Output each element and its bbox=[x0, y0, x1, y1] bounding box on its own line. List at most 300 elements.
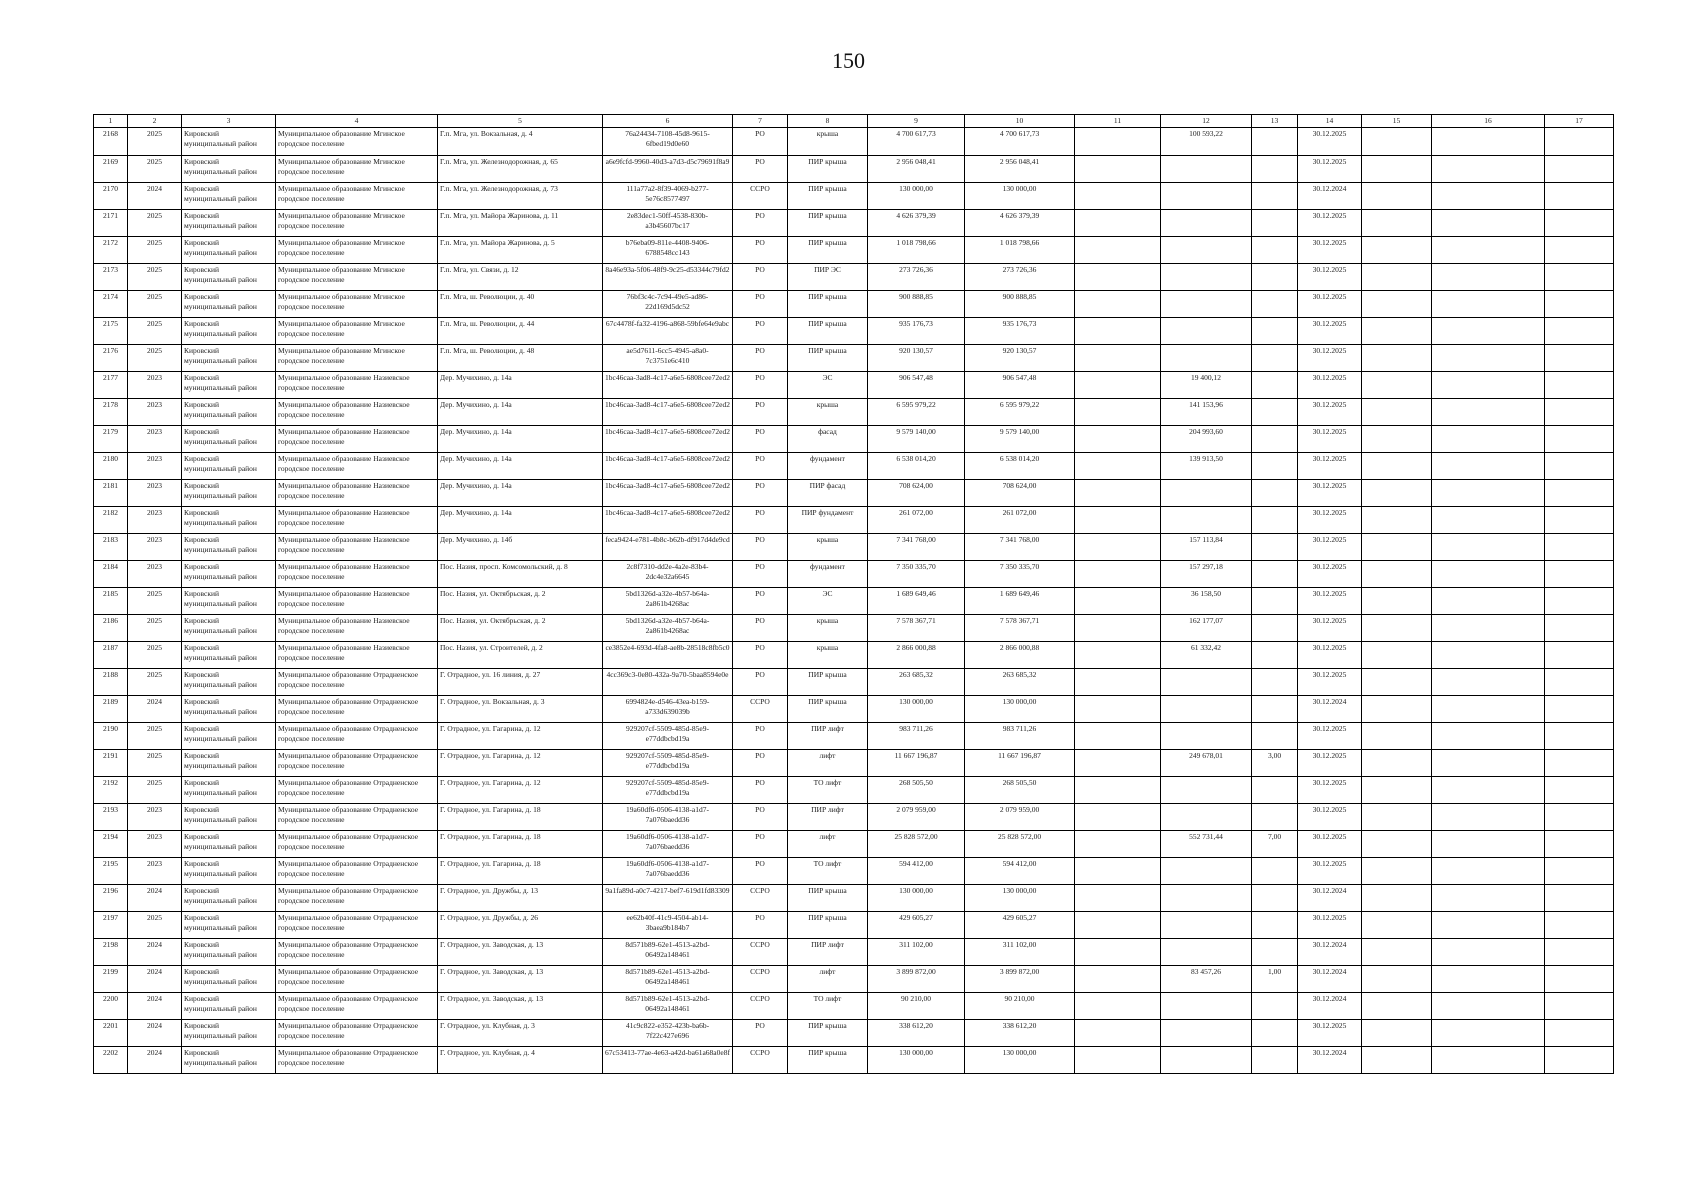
table-cell: 30.12.2024 bbox=[1298, 1047, 1362, 1074]
table-cell: РО bbox=[733, 453, 788, 480]
table-cell: ПИР крыша bbox=[788, 291, 868, 318]
table-cell: Муниципальное образование Отрадненское городское поселение bbox=[276, 1020, 438, 1047]
column-header: 17 bbox=[1545, 115, 1614, 128]
table-cell bbox=[1432, 750, 1545, 777]
table-cell bbox=[1161, 507, 1252, 534]
table-cell: 2194 bbox=[94, 831, 128, 858]
table-cell bbox=[1545, 345, 1614, 372]
table-cell: Г. Отрадное, ул. Заводская, д. 13 bbox=[438, 939, 603, 966]
table-cell: Кировский муниципальный район bbox=[182, 804, 276, 831]
table-cell bbox=[1362, 128, 1432, 156]
table-cell: Дер. Мучихино, д. 14а bbox=[438, 426, 603, 453]
table-cell bbox=[1545, 399, 1614, 426]
table-cell: 900 888,85 bbox=[868, 291, 965, 318]
table-cell bbox=[1362, 318, 1432, 345]
table-cell: 2188 bbox=[94, 669, 128, 696]
table-cell: 2024 bbox=[128, 885, 182, 912]
table-cell: 67c53413-77ae-4e63-a42d-ba61a68a0e8f bbox=[603, 1047, 733, 1074]
table-cell: Муниципальное образование Назиевское городское поселение bbox=[276, 534, 438, 561]
table-row bbox=[94, 831, 1614, 858]
table-row bbox=[94, 588, 1614, 615]
column-header: 3 bbox=[182, 115, 276, 128]
table-cell: 708 624,00 bbox=[868, 480, 965, 507]
table-cell: 311 102,00 bbox=[868, 939, 965, 966]
table-row bbox=[94, 642, 1614, 669]
table-row bbox=[94, 1020, 1614, 1047]
table-cell: ТО лифт bbox=[788, 777, 868, 804]
table-cell bbox=[1252, 642, 1298, 669]
table-cell bbox=[1252, 291, 1298, 318]
table-cell: 2182 bbox=[94, 507, 128, 534]
table-cell: 2023 bbox=[128, 426, 182, 453]
table-cell: Г.п. Мга, ул. Майора Жаринова, д. 11 bbox=[438, 210, 603, 237]
table-cell bbox=[1432, 723, 1545, 750]
table-cell: Г. Отрадное, ул. Гагарина, д. 18 bbox=[438, 858, 603, 885]
table-cell bbox=[1252, 858, 1298, 885]
table-cell: Муниципальное образование Мгинское городское поселение bbox=[276, 318, 438, 345]
table-cell bbox=[1545, 453, 1614, 480]
table-cell: Пос. Назия, ул. Октябрьская, д. 2 bbox=[438, 588, 603, 615]
column-header: 5 bbox=[438, 115, 603, 128]
table-cell: РО bbox=[733, 318, 788, 345]
table-cell: 935 176,73 bbox=[965, 318, 1075, 345]
table-cell bbox=[1362, 399, 1432, 426]
table-cell bbox=[1252, 912, 1298, 939]
table-cell: 2200 bbox=[94, 993, 128, 1020]
table-cell: Муниципальное образование Мгинское городское поселение bbox=[276, 183, 438, 210]
table-cell bbox=[1545, 858, 1614, 885]
table-cell: Муниципальное образование Мгинское городское поселение bbox=[276, 264, 438, 291]
table-cell: 30.12.2025 bbox=[1298, 561, 1362, 588]
table-cell: Муниципальное образование Отрадненское городское поселение bbox=[276, 966, 438, 993]
table-cell bbox=[1362, 696, 1432, 723]
table-cell: Г.п. Мга, ул. Майора Жаринова, д. 5 bbox=[438, 237, 603, 264]
table-cell: 2 079 959,00 bbox=[965, 804, 1075, 831]
table-cell: ПИР фундамент bbox=[788, 507, 868, 534]
column-header: 13 bbox=[1252, 115, 1298, 128]
table-row bbox=[94, 939, 1614, 966]
table-cell: Дер. Мучихино, д. 14а bbox=[438, 399, 603, 426]
table-cell: Муниципальное образование Отрадненское городское поселение bbox=[276, 912, 438, 939]
table-cell: 2179 bbox=[94, 426, 128, 453]
table-cell: 130 000,00 bbox=[965, 885, 1075, 912]
table-cell: 268 505,50 bbox=[868, 777, 965, 804]
table-cell: РО bbox=[733, 480, 788, 507]
table-cell: Кировский муниципальный район bbox=[182, 831, 276, 858]
table-cell bbox=[1362, 588, 1432, 615]
table-cell bbox=[1362, 372, 1432, 399]
table-cell: 2023 bbox=[128, 804, 182, 831]
table-cell: ССРО bbox=[733, 966, 788, 993]
table-cell: ПИР лифт bbox=[788, 723, 868, 750]
table-cell: 2023 bbox=[128, 858, 182, 885]
table-cell bbox=[1545, 588, 1614, 615]
table-cell: 9a1fa89d-a0c7-4217-bef7-619d1fd83309 bbox=[603, 885, 733, 912]
table-cell bbox=[1545, 128, 1614, 156]
table-cell bbox=[1545, 426, 1614, 453]
table-cell: Муниципальное образование Отрадненское городское поселение bbox=[276, 804, 438, 831]
table-cell: 2168 bbox=[94, 128, 128, 156]
table-cell: ПИР крыша bbox=[788, 237, 868, 264]
table-cell: Кировский муниципальный район bbox=[182, 426, 276, 453]
table-cell: Дер. Мучихино, д. 14а bbox=[438, 480, 603, 507]
table-cell: Кировский муниципальный район bbox=[182, 669, 276, 696]
table-cell: 8d571b89-62e1-4513-a2bd-06492a148461 bbox=[603, 993, 733, 1020]
table-row bbox=[94, 993, 1614, 1020]
table-cell: лифт bbox=[788, 750, 868, 777]
table-cell: 30.12.2025 bbox=[1298, 750, 1362, 777]
table-cell: 338 612,20 bbox=[965, 1020, 1075, 1047]
table-cell: Дер. Мучихино, д. 14б bbox=[438, 534, 603, 561]
table-cell: ССРО bbox=[733, 1047, 788, 1074]
table-cell bbox=[1432, 615, 1545, 642]
table-cell: ССРО bbox=[733, 885, 788, 912]
table-row bbox=[94, 750, 1614, 777]
table-cell bbox=[1161, 885, 1252, 912]
table-cell: ce3852e4-693d-4fa8-ae8b-28518c8fb5c0 bbox=[603, 642, 733, 669]
table-cell: 2172 bbox=[94, 237, 128, 264]
table-cell bbox=[1161, 723, 1252, 750]
table-cell bbox=[1362, 480, 1432, 507]
table-cell bbox=[1252, 480, 1298, 507]
table-cell: ПИР крыша bbox=[788, 318, 868, 345]
table-cell: Кировский муниципальный район bbox=[182, 156, 276, 183]
table-cell bbox=[1161, 318, 1252, 345]
table-row bbox=[94, 426, 1614, 453]
table-cell: Кировский муниципальный район bbox=[182, 345, 276, 372]
table-cell: ЭС bbox=[788, 372, 868, 399]
table-cell: крыша bbox=[788, 615, 868, 642]
table-cell bbox=[1161, 669, 1252, 696]
table-cell: a6e9fcfd-9960-40d3-a7d3-d5c79691f8a9 bbox=[603, 156, 733, 183]
table-cell: крыша bbox=[788, 128, 868, 156]
table-cell bbox=[1252, 669, 1298, 696]
table-cell bbox=[1252, 939, 1298, 966]
table-cell bbox=[1545, 669, 1614, 696]
table-cell: 1 018 798,66 bbox=[868, 237, 965, 264]
table-cell: Пос. Назия, ул. Октябрьская, д. 2 bbox=[438, 615, 603, 642]
table-cell bbox=[1252, 183, 1298, 210]
table-cell bbox=[1252, 588, 1298, 615]
table-cell: Г.п. Мга, ул. Связи, д. 12 bbox=[438, 264, 603, 291]
table-cell: 19 400,12 bbox=[1161, 372, 1252, 399]
table-cell: 30.12.2024 bbox=[1298, 696, 1362, 723]
table-cell bbox=[1161, 345, 1252, 372]
table-cell bbox=[1432, 939, 1545, 966]
table-cell: РО bbox=[733, 912, 788, 939]
table-cell bbox=[1362, 939, 1432, 966]
table-cell: Кировский муниципальный район bbox=[182, 318, 276, 345]
table-cell: Г. Отрадное, ул. Клубная, д. 3 bbox=[438, 1020, 603, 1047]
table-cell: Кировский муниципальный район bbox=[182, 966, 276, 993]
table-cell: Муниципальное образование Назиевское городское поселение bbox=[276, 561, 438, 588]
table-cell: 76bf3c4c-7c94-49e5-ad86-22d169d5dc52 bbox=[603, 291, 733, 318]
table-cell: Кировский муниципальный район bbox=[182, 372, 276, 399]
table-cell: 30.12.2025 bbox=[1298, 345, 1362, 372]
table-cell: 2 956 048,41 bbox=[868, 156, 965, 183]
table-cell: 1 689 649,46 bbox=[868, 588, 965, 615]
table-cell: 2 956 048,41 bbox=[965, 156, 1075, 183]
table-row bbox=[94, 453, 1614, 480]
table-cell: 2025 bbox=[128, 723, 182, 750]
table-cell: 3,00 bbox=[1252, 750, 1298, 777]
table-cell: 2175 bbox=[94, 318, 128, 345]
table-cell: 130 000,00 bbox=[868, 1047, 965, 1074]
table-cell: Муниципальное образование Отрадненское городское поселение bbox=[276, 696, 438, 723]
table-cell: 90 210,00 bbox=[868, 993, 965, 1020]
table-cell: Муниципальное образование Отрадненское городское поселение bbox=[276, 831, 438, 858]
table-cell: 30.12.2025 bbox=[1298, 399, 1362, 426]
table-cell: 2024 bbox=[128, 1020, 182, 1047]
table-cell: 2183 bbox=[94, 534, 128, 561]
table-cell bbox=[1075, 372, 1161, 399]
table-cell: ПИР лифт bbox=[788, 939, 868, 966]
table-cell bbox=[1075, 912, 1161, 939]
table-cell: 6 538 014,20 bbox=[868, 453, 965, 480]
table-cell: Кировский муниципальный район bbox=[182, 1020, 276, 1047]
table-cell: 2024 bbox=[128, 183, 182, 210]
table-cell bbox=[1252, 372, 1298, 399]
table-cell: 30.12.2025 bbox=[1298, 291, 1362, 318]
table-cell: 30.12.2025 bbox=[1298, 912, 1362, 939]
table-cell: 30.12.2024 bbox=[1298, 183, 1362, 210]
table-cell: 36 158,50 bbox=[1161, 588, 1252, 615]
table-cell bbox=[1075, 804, 1161, 831]
table-cell: 30.12.2025 bbox=[1298, 480, 1362, 507]
table-cell bbox=[1432, 1020, 1545, 1047]
table-cell: ПИР крыша bbox=[788, 210, 868, 237]
table-cell: 2025 bbox=[128, 291, 182, 318]
table-cell: 920 130,57 bbox=[965, 345, 1075, 372]
table-cell: Кировский муниципальный район bbox=[182, 696, 276, 723]
table-cell bbox=[1075, 669, 1161, 696]
table-cell: 130 000,00 bbox=[868, 885, 965, 912]
table-cell: 429 605,27 bbox=[868, 912, 965, 939]
table-cell: 2189 bbox=[94, 696, 128, 723]
table-cell: 61 332,42 bbox=[1161, 642, 1252, 669]
table-cell bbox=[1075, 264, 1161, 291]
table-cell bbox=[1075, 210, 1161, 237]
table-cell bbox=[1252, 993, 1298, 1020]
table-cell: 30.12.2025 bbox=[1298, 858, 1362, 885]
table-cell bbox=[1075, 939, 1161, 966]
table-cell: 929207cf-5509-485d-85e9-e77ddbcbd19a bbox=[603, 723, 733, 750]
table-cell: 2181 bbox=[94, 480, 128, 507]
table-cell: 111a77a2-8f39-4069-b277-5e76c8577497 bbox=[603, 183, 733, 210]
table-cell: 2177 bbox=[94, 372, 128, 399]
table-cell: 8d571b89-62e1-4513-a2bd-06492a148461 bbox=[603, 939, 733, 966]
table-cell bbox=[1252, 128, 1298, 156]
table-cell: 2025 bbox=[128, 615, 182, 642]
table-cell bbox=[1252, 1047, 1298, 1074]
table-cell: 83 457,26 bbox=[1161, 966, 1252, 993]
table-cell bbox=[1075, 156, 1161, 183]
table-cell: Кировский муниципальный район bbox=[182, 858, 276, 885]
table-cell: 5bd1326d-a32e-4b57-b64a-2a861b4268ac bbox=[603, 588, 733, 615]
table-cell: 19a60df6-0506-4138-a1d7-7a076baedd36 bbox=[603, 804, 733, 831]
table-cell bbox=[1545, 1020, 1614, 1047]
table-cell bbox=[1362, 804, 1432, 831]
table-cell: Муниципальное образование Назиевское городское поселение bbox=[276, 426, 438, 453]
table-cell bbox=[1545, 993, 1614, 1020]
table-cell bbox=[1252, 885, 1298, 912]
table-cell bbox=[1362, 966, 1432, 993]
table-cell: 2202 bbox=[94, 1047, 128, 1074]
table-cell: ПИР крыша bbox=[788, 1020, 868, 1047]
table-cell: 11 667 196,87 bbox=[868, 750, 965, 777]
table-cell: feca9424-e781-4b8c-b62b-df917d4de9cd bbox=[603, 534, 733, 561]
table-cell: 983 711,26 bbox=[965, 723, 1075, 750]
table-cell: 2197 bbox=[94, 912, 128, 939]
table-cell: 19a60df6-0506-4138-a1d7-7a076baedd36 bbox=[603, 831, 733, 858]
table-cell: крыша bbox=[788, 534, 868, 561]
table-cell: 157 297,18 bbox=[1161, 561, 1252, 588]
table-cell bbox=[1161, 696, 1252, 723]
table-cell bbox=[1432, 966, 1545, 993]
table-cell bbox=[1432, 885, 1545, 912]
table-cell: 7 578 367,71 bbox=[965, 615, 1075, 642]
table-cell bbox=[1362, 453, 1432, 480]
table-cell bbox=[1545, 885, 1614, 912]
table-cell: лифт bbox=[788, 966, 868, 993]
table-row bbox=[94, 885, 1614, 912]
table-cell: 2191 bbox=[94, 750, 128, 777]
table-cell: 2023 bbox=[128, 831, 182, 858]
table-cell: 2 079 959,00 bbox=[868, 804, 965, 831]
table-cell: 2025 bbox=[128, 210, 182, 237]
table-cell: ССРО bbox=[733, 993, 788, 1020]
table-cell: Г. Отрадное, ул. Заводская, д. 13 bbox=[438, 993, 603, 1020]
table-cell: крыша bbox=[788, 399, 868, 426]
table-cell: 4cc369c3-0e80-432a-9a70-5baa8594e0e bbox=[603, 669, 733, 696]
table-cell bbox=[1362, 1047, 1432, 1074]
table-cell bbox=[1545, 480, 1614, 507]
table-cell: Г. Отрадное, ул. Гагарина, д. 12 bbox=[438, 777, 603, 804]
table-cell: 2192 bbox=[94, 777, 128, 804]
table-cell: 4 626 379,39 bbox=[868, 210, 965, 237]
table-row bbox=[94, 372, 1614, 399]
table-cell: Кировский муниципальный район bbox=[182, 264, 276, 291]
table-cell: Кировский муниципальный район bbox=[182, 183, 276, 210]
table-cell: Муниципальное образование Мгинское городское поселение bbox=[276, 291, 438, 318]
table-cell: 1 689 649,46 bbox=[965, 588, 1075, 615]
table-cell bbox=[1075, 885, 1161, 912]
table-cell: 594 412,00 bbox=[965, 858, 1075, 885]
table-cell: Муниципальное образование Назиевское городское поселение bbox=[276, 507, 438, 534]
table-cell: 157 113,84 bbox=[1161, 534, 1252, 561]
table-cell: 2023 bbox=[128, 480, 182, 507]
table-cell: 2185 bbox=[94, 588, 128, 615]
table-cell: Кировский муниципальный район bbox=[182, 912, 276, 939]
table-cell bbox=[1545, 804, 1614, 831]
table-cell: Муниципальное образование Отрадненское городское поселение bbox=[276, 885, 438, 912]
table-cell: Муниципальное образование Мгинское городское поселение bbox=[276, 156, 438, 183]
table-cell bbox=[1432, 128, 1545, 156]
table-cell: Кировский муниципальный район bbox=[182, 723, 276, 750]
table-cell: ЭС bbox=[788, 588, 868, 615]
table-cell: РО bbox=[733, 669, 788, 696]
table-cell: 1bc46caa-3ad8-4c17-a6e5-6808cee72ed2 bbox=[603, 453, 733, 480]
table-cell: 76a24434-7108-45d8-9615-6fbed19d0e60 bbox=[603, 128, 733, 156]
table-cell bbox=[1161, 858, 1252, 885]
table-row bbox=[94, 264, 1614, 291]
table-cell: ae5d7611-6cc5-4945-a8a0-7c3751e6c410 bbox=[603, 345, 733, 372]
table-cell: Кировский муниципальный район bbox=[182, 993, 276, 1020]
table-cell: Муниципальное образование Назиевское городское поселение bbox=[276, 453, 438, 480]
table-cell bbox=[1161, 804, 1252, 831]
table-cell bbox=[1545, 831, 1614, 858]
table-cell: 249 678,01 bbox=[1161, 750, 1252, 777]
table-cell: 30.12.2025 bbox=[1298, 588, 1362, 615]
table-cell: РО bbox=[733, 777, 788, 804]
table-cell: Муниципальное образование Отрадненское городское поселение bbox=[276, 723, 438, 750]
table-cell: 2023 bbox=[128, 561, 182, 588]
table-cell: 2e83dec1-50ff-4538-830b-a3b45607bc17 bbox=[603, 210, 733, 237]
table-cell: 2025 bbox=[128, 750, 182, 777]
table-cell: 2024 bbox=[128, 939, 182, 966]
table-cell bbox=[1075, 183, 1161, 210]
table-cell: 130 000,00 bbox=[868, 183, 965, 210]
table-cell: лифт bbox=[788, 831, 868, 858]
table-row bbox=[94, 912, 1614, 939]
table-cell: Муниципальное образование Отрадненское городское поселение bbox=[276, 1047, 438, 1074]
table-cell: 30.12.2024 bbox=[1298, 939, 1362, 966]
table-cell bbox=[1075, 696, 1161, 723]
table-cell: Муниципальное образование Мгинское городское поселение bbox=[276, 128, 438, 156]
table-cell bbox=[1161, 237, 1252, 264]
table-cell: РО bbox=[733, 128, 788, 156]
table-cell: Г.п. Мга, ш. Революции, д. 44 bbox=[438, 318, 603, 345]
table-cell bbox=[1161, 156, 1252, 183]
table-cell: 2193 bbox=[94, 804, 128, 831]
table-row bbox=[94, 128, 1614, 156]
table-cell: Кировский муниципальный район bbox=[182, 1047, 276, 1074]
table-cell bbox=[1075, 831, 1161, 858]
table-row bbox=[94, 345, 1614, 372]
table-cell: Муниципальное образование Назиевское городское поселение bbox=[276, 372, 438, 399]
table-cell: ПИР крыша bbox=[788, 669, 868, 696]
table-cell: 1,00 bbox=[1252, 966, 1298, 993]
table-cell bbox=[1161, 939, 1252, 966]
table-cell: Кировский муниципальный район bbox=[182, 128, 276, 156]
table-cell bbox=[1362, 183, 1432, 210]
table-cell bbox=[1075, 615, 1161, 642]
table-cell: Муниципальное образование Назиевское городское поселение bbox=[276, 615, 438, 642]
table-cell bbox=[1545, 291, 1614, 318]
table-cell bbox=[1252, 453, 1298, 480]
table-cell: 7,00 bbox=[1252, 831, 1298, 858]
table-cell bbox=[1432, 642, 1545, 669]
table-cell: 3 899 872,00 bbox=[868, 966, 965, 993]
table-cell bbox=[1252, 237, 1298, 264]
table-cell bbox=[1075, 480, 1161, 507]
table-cell: Кировский муниципальный район bbox=[182, 642, 276, 669]
table-cell: 25 828 572,00 bbox=[868, 831, 965, 858]
table-cell: Г. Отрадное, ул. Дружбы, д. 26 bbox=[438, 912, 603, 939]
table-cell: Кировский муниципальный район bbox=[182, 777, 276, 804]
table-cell: 8d571b89-62e1-4513-a2bd-06492a148461 bbox=[603, 966, 733, 993]
table-cell: 2 866 000,88 bbox=[965, 642, 1075, 669]
table-row bbox=[94, 615, 1614, 642]
table-cell bbox=[1075, 588, 1161, 615]
table-cell bbox=[1545, 507, 1614, 534]
table-cell bbox=[1432, 561, 1545, 588]
table-cell: 2201 bbox=[94, 1020, 128, 1047]
table-cell: 263 685,32 bbox=[868, 669, 965, 696]
table-cell bbox=[1432, 156, 1545, 183]
table-cell: Г.п. Мга, ул. Железнодорожная, д. 73 bbox=[438, 183, 603, 210]
table-cell: РО bbox=[733, 210, 788, 237]
